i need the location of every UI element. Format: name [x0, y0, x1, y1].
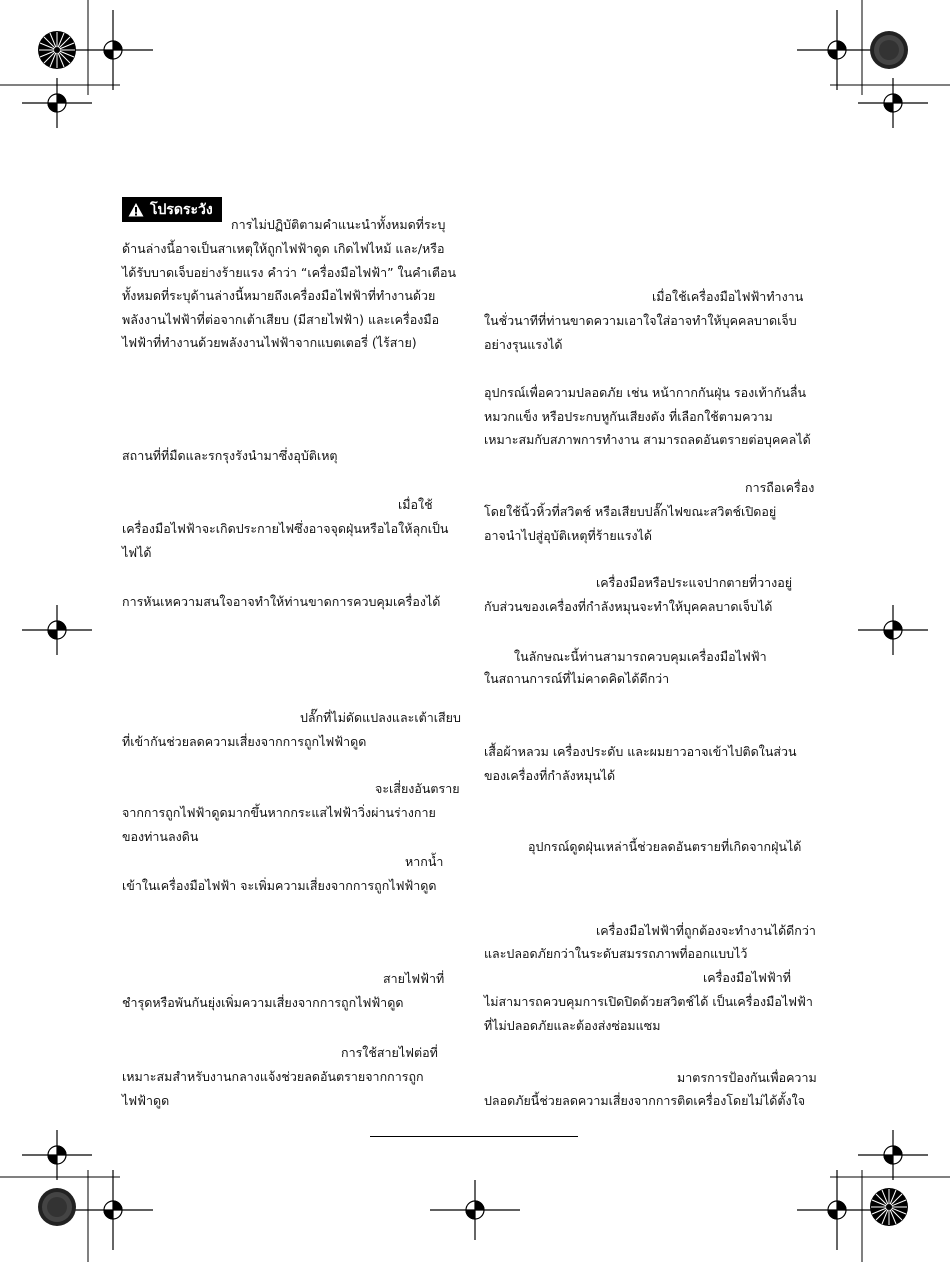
right-paragraph-8: และปลอดภัยกว่าในระดับสมรรถภาพที่ออกแบบไว้	[484, 946, 748, 961]
right-paragraph-8-lead: เครื่องมือไฟฟ้าที่ถูกต้องจะทำงานได้ดีกว่า	[596, 923, 816, 938]
text-line: อาจนำไปสู่อุบัติเหตุที่ร้ายแรงได้	[484, 527, 653, 543]
registration-mark-icon	[22, 605, 92, 655]
intro-paragraph	[122, 237, 456, 355]
intro-line-2: ด้านล่างนี้อาจเป็นสาเหตุให้ถูกไฟฟ้าดูด เกิดไฟไหม้ และ/หรือ	[122, 241, 445, 256]
right-paragraph-5: ในสถานการณ์ที่ไม่คาดคิดได้ดีกว่า	[484, 671, 670, 686]
registration-mark-icon	[858, 1130, 928, 1180]
text-line: เหมาะสมสำหรับงานกลางแจ้งช่วยลดอันตรายจากการถูก	[122, 1069, 424, 1084]
left-paragraph-6-lead: หากน้ำ	[405, 854, 444, 869]
registration-mark-icon	[73, 1170, 153, 1250]
intro-line-5: พลังงานไฟฟ้าที่ต่อจากเต้าเสียบ (มีสายไฟฟ้า) และเครื่องมือ	[122, 311, 440, 327]
left-paragraph-7: ชำรุดหรือพันกันยุ่งเพิ่มความเสี่ยงจากการถูกไฟฟ้าดูด	[122, 995, 404, 1010]
left-paragraph-8-lead: การใช้สายไฟต่อที่	[341, 1045, 438, 1060]
warning-badge	[122, 197, 222, 222]
registration-mark-icon	[858, 605, 928, 655]
intro-line-6: ไฟฟ้าที่ทำงานด้วยพลังงานไฟฟ้าจากแบตเตอรี่ (ไร้สาย)	[122, 335, 417, 350]
text-line: ของท่านลงดิน	[122, 828, 199, 844]
left-paragraph-5	[122, 801, 436, 848]
right-paragraph-10-lead: มาตรการป้องกันเพื่อความ	[677, 1070, 817, 1085]
registration-mark-icon	[22, 1130, 92, 1180]
intro-line-3: ได้รับบาดเจ็บอย่างร้ายแรง คำว่า “เครื่องมือไฟฟ้า” ในคำเตือน	[122, 264, 457, 280]
text-line: ไฟได้	[122, 544, 152, 560]
left-paragraph-3: การหันเหความสนใจอาจทำให้ท่านขาดการควบคุมเครื่องได้	[122, 594, 441, 609]
right-paragraph-1-lead: เมื่อใช้เครื่องมือไฟฟ้าทำงาน	[652, 289, 804, 304]
starburst-mark-icon	[38, 31, 76, 69]
intro-line-1: การไม่ปฏิบัติตามคำแนะนำทั้งหมดที่ระบุ	[231, 217, 446, 232]
text-line: เสื้อผ้าหลวม เครื่องประดับ และผมยาวอาจเข้าไปติดในส่วน	[484, 744, 797, 759]
text-line: อย่างรุนแรงได้	[484, 336, 563, 352]
registration-mark-icon	[797, 1170, 877, 1250]
left-paragraph-5-lead: จะเสี่ยงอันตราย	[375, 781, 460, 796]
registration-mark-icon	[73, 10, 153, 90]
footer-divider	[370, 1136, 578, 1137]
warning-label: โปรดระวัง	[150, 201, 213, 218]
left-paragraph-6: เข้าในเครื่องมือไฟฟ้า จะเพิ่มความเสี่ยงจากการถูกไฟฟ้าดูด	[122, 878, 437, 893]
starburst-mark-icon	[38, 1188, 76, 1226]
text-line: เหมาะสมกับสภาพการทำงาน สามารถลดอันตรายต่อบุคคลได้	[484, 432, 811, 447]
left-paragraph-4-lead: ปลั๊กที่ไม่ดัดแปลงและเต้าเสียบ	[300, 710, 461, 725]
warning-triangle-icon	[128, 202, 144, 218]
registration-mark-icon	[797, 10, 877, 90]
starburst-mark-icon	[870, 31, 908, 69]
left-paragraph-1: สถานที่ที่มืดและรกรุงรังนำมาซึ่งอุบัติเหตุ	[122, 448, 338, 463]
right-paragraph-4-lead: เครื่องมือหรือประแจปากตายที่วางอยู่	[596, 575, 793, 590]
right-paragraph-9-lead: เครื่องมือไฟฟ้าที่	[703, 970, 791, 985]
left-paragraph-2	[122, 517, 448, 564]
right-paragraph-1	[484, 309, 797, 356]
text-line: หมวกแข็ง หรือประกบหูกันเสียงดัง ที่เลือกใช้ตามความ	[484, 408, 773, 424]
text-line: ของเครื่องที่กำลังหมุนได้	[484, 767, 616, 783]
text-line: ไม่สามารถควบคุมการเปิดปิดด้วยสวิตช์ได้ เป็นเครื่องมือไฟฟ้า	[484, 994, 813, 1009]
right-paragraph-4: กับส่วนของเครื่องที่กำลังหมุนจะทำให้บุคคลบาดเจ็บได้	[484, 599, 773, 614]
text-line: โดยใช้นิ้วหิ้วที่สวิตช์ หรือเสียบปลั๊กไฟขณะสวิตช์เปิดอยู่	[484, 504, 777, 519]
right-paragraph-10: ปลอดภัยนี้ช่วยลดความเสี่ยงจากการติดเครื่องโดยไม่ได้ตั้งใจ	[484, 1093, 806, 1108]
text-line: เครื่องมือไฟฟ้าจะเกิดประกายไฟซึ่งอาจจุดฝุ่นหรือไอให้ลุกเป็น	[122, 521, 449, 536]
right-paragraph-7: อุปกรณ์ดูดฝุ่นเหล่านี้ช่วยลดอันตรายที่เกิดจากฝุ่นได้	[528, 839, 802, 854]
intro-line-4: ทั้งหมดที่ระบุด้านล่างนี้หมายถึงเครื่องมือไฟฟ้าที่ทำงานด้วย	[122, 288, 436, 303]
text-line: อุปกรณ์เพื่อความปลอดภัย เช่น หน้ากากกันฝุ่น รองเท้ากันลื่น	[484, 385, 807, 400]
right-paragraph-5-lead: ในลักษณะนี้ท่านสามารถควบคุมเครื่องมือไฟฟ้า	[514, 649, 767, 664]
left-paragraph-4: ที่เข้ากันช่วยลดความเสี่ยงจากการถูกไฟฟ้าดูด	[122, 734, 367, 749]
starburst-mark-icon	[870, 1188, 908, 1226]
right-paragraph-9	[484, 990, 813, 1037]
left-paragraph-8	[122, 1065, 424, 1112]
text-line: ที่ไม่ปลอดภัยและต้องส่งซ่อมแซม	[484, 1017, 661, 1033]
right-paragraph-3-lead: การถือเครื่อง	[745, 480, 815, 495]
text-line: จากการถูกไฟฟ้าดูดมากขึ้นหากกระแสไฟฟ้าวิ่งผ่านร่างกาย	[122, 805, 436, 820]
registration-mark-icon	[430, 1180, 520, 1240]
right-paragraph-3	[484, 500, 776, 547]
text-line: ไฟฟ้าดูด	[122, 1092, 170, 1108]
text-line: ในชั่วนาทีที่ท่านขาดความเอาใจใส่อาจทำให้บุคคลบาดเจ็บ	[484, 313, 797, 328]
right-paragraph-2	[484, 381, 811, 452]
left-paragraph-7-lead: สายไฟฟ้าที่	[383, 971, 445, 986]
right-paragraph-6	[484, 740, 797, 787]
left-paragraph-2-lead: เมื่อใช้	[398, 497, 433, 512]
